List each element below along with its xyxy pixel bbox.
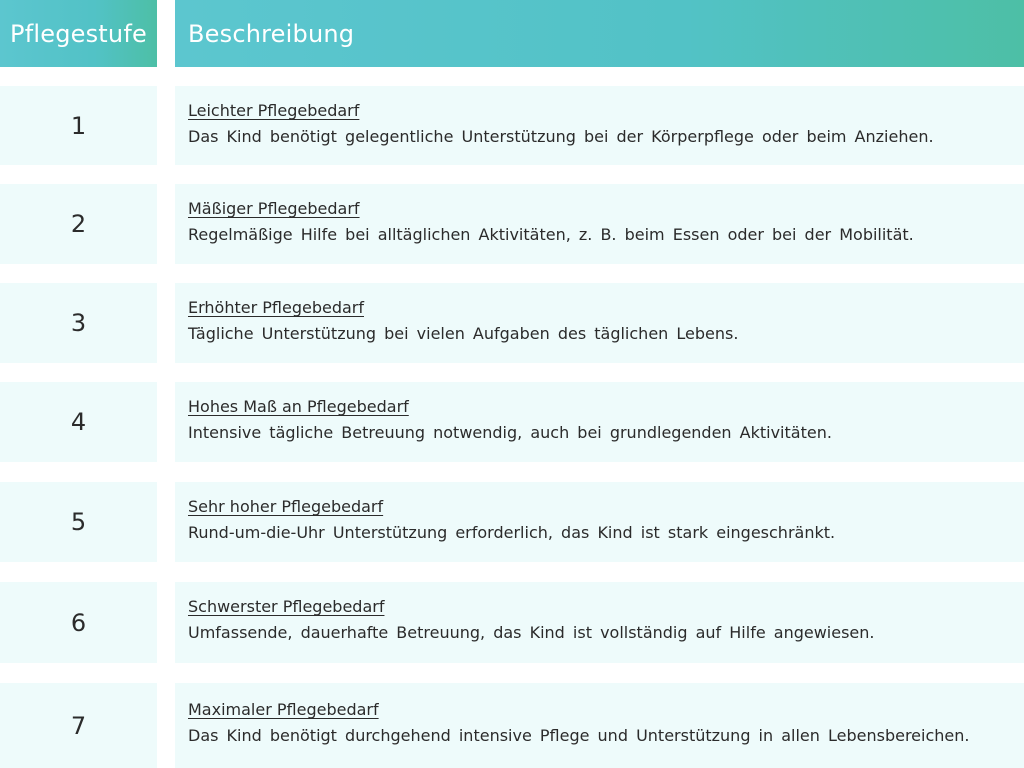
table-row-description	[175, 184, 1024, 264]
care-level-number: 4	[0, 382, 157, 462]
care-level-title: Leichter Pflegebedarf	[188, 101, 360, 120]
care-level-text: Das Kind benötigt durchgehend intensive Pflege und Unterstützung in allen Lebensbereichen.	[188, 726, 970, 745]
table-row-description	[175, 482, 1024, 562]
care-level-number: 1	[0, 86, 157, 165]
care-level-text: Rund-um-die-Uhr Unterstützung erforderlich, das Kind ist stark eingeschränkt.	[188, 523, 836, 542]
care-level-text: Regelmäßige Hilfe bei alltäglichen Aktivitäten, z. B. beim Essen oder bei der Mobilität.	[188, 225, 914, 244]
care-level-title: Sehr hoher Pflegebedarf	[188, 497, 384, 516]
care-level-number: 2	[0, 184, 157, 264]
care-level-number: 5	[0, 482, 157, 562]
care-level-number: 7	[0, 683, 157, 768]
care-level-text: Umfassende, dauerhafte Betreuung, das Kind ist vollständig auf Hilfe angewiesen.	[188, 623, 875, 642]
table-row-description	[175, 382, 1024, 462]
header-description: Beschreibung	[175, 0, 1024, 67]
care-level-title: Hohes Maß an Pflegebedarf	[188, 397, 409, 416]
care-level-title: Maximaler Pflegebedarf	[188, 700, 379, 719]
table-row-description	[175, 86, 1024, 165]
care-level-title: Schwerster Pflegebedarf	[188, 597, 385, 616]
care-level-text: Das Kind benötigt gelegentliche Unterstützung bei der Körperpflege oder beim Anziehen.	[188, 127, 934, 146]
care-level-number: 3	[0, 283, 157, 363]
care-level-number: 6	[0, 582, 157, 663]
table-row-description	[175, 582, 1024, 663]
care-level-title: Erhöhter Pflegebedarf	[188, 298, 364, 317]
care-level-text: Intensive tägliche Betreuung notwendig, auch bei grundlegenden Aktivitäten.	[188, 423, 832, 442]
header-care-level: Pflegestufe	[0, 0, 157, 67]
table-row-description	[175, 283, 1024, 363]
care-level-title: Mäßiger Pflegebedarf	[188, 199, 360, 218]
table-row-description	[175, 683, 1024, 768]
care-level-text: Tägliche Unterstützung bei vielen Aufgaben des täglichen Lebens.	[188, 324, 739, 343]
